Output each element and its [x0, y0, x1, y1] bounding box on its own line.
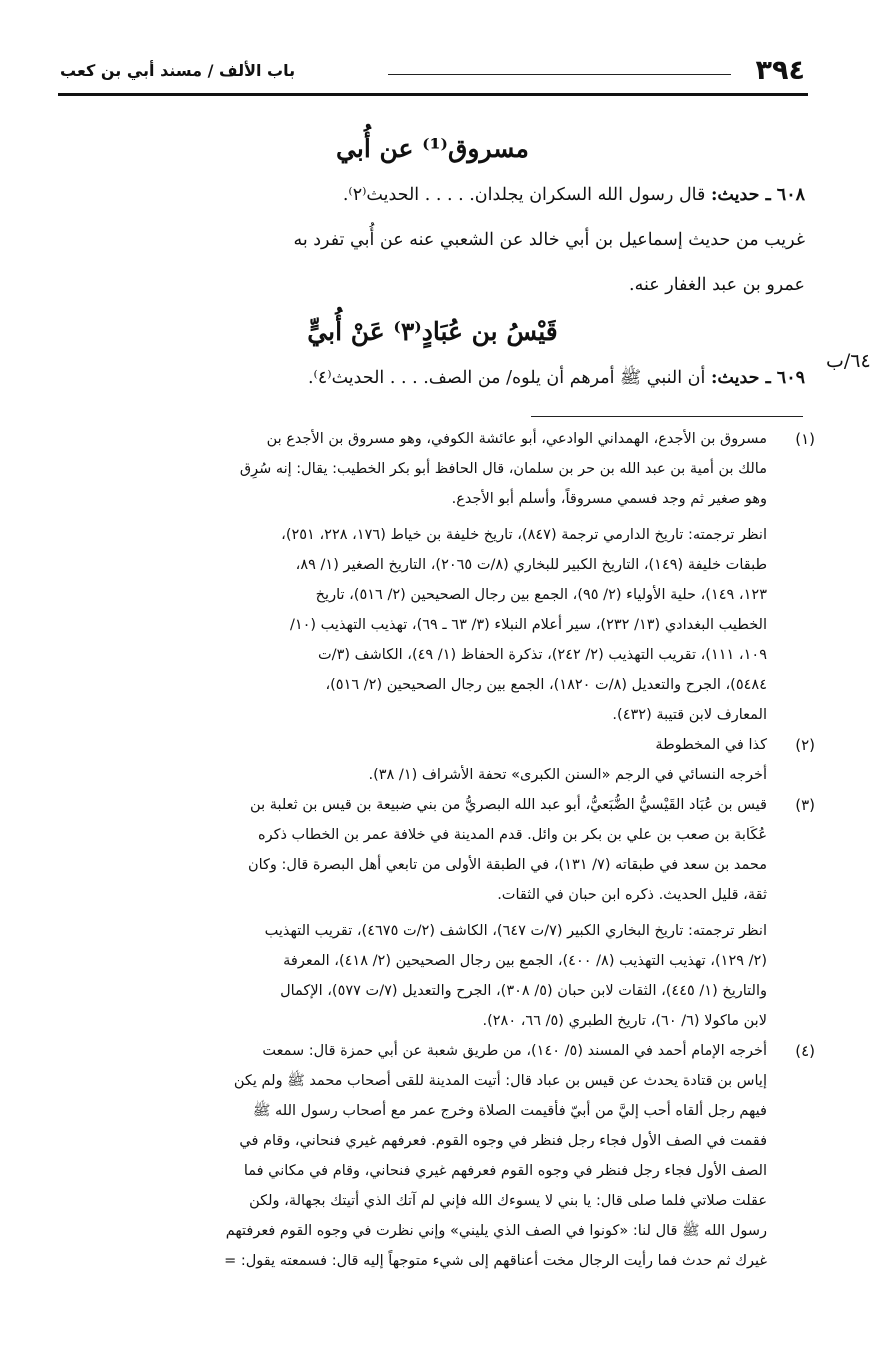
comment-line-1: غريب من حديث إسماعيل بن أبي خالد عن الشعبي عنه عن أُبي تفرد به: [293, 230, 805, 250]
footnote-line: ٥٤٨٤)، الجرح والتعديل (٨/ت ١٨٢٠)، الجمع بين رجال الصحيحين (٢/ ٥١٦)،: [325, 677, 767, 693]
footnote-line: إياس بن قتادة يحدث عن قيس بن عباد قال: أتيت المدينة للقى أصحاب محمد ﷺ ولم يكن: [233, 1073, 767, 1089]
hadith-608-number: ٦٠٨ ـ حديث:: [710, 185, 805, 205]
footnote-number: (٤): [795, 1042, 815, 1060]
footnote-number: (٢): [795, 736, 815, 754]
footnote-line: (٢/ ١٢٩)، تهذيب التهذيب (٨/ ٤٠٠)، الجمع بين رجال الصحيحين (٢/ ٤١٨)، المعرفة: [283, 953, 767, 969]
footnote-line: أخرجه النسائي في الرجم «السنن الكبرى» تحفة الأشراف (١/ ٣٨).: [368, 767, 767, 783]
footnote-line: ١٠٩، ١١١)، تقريب التهذيب (٢/ ٢٤٢)، تذكرة الحفاظ (١/ ٤٩)، الكاشف (٣/ت: [318, 647, 767, 663]
footnote-line: طبقات خليفة (١٤٩)، التاريخ الكبير للبخاري (٨/ت ٢٠٦٥)، التاريخ الصغير (١/ ٨٩،: [295, 557, 767, 573]
footnote-line: وهو صغير ثم وجد فسمي مسروقاً، وأسلم أبو الأجدع.: [451, 491, 767, 507]
footnote-line: الصف الأول فجاء رجل فنظر في وجوه القوم فعرفهم غيري فنحاني، وقام في مكاني فما: [243, 1163, 767, 1179]
hadith-609-text: أن النبي ﷺ أمرهم أن يلوه/ من الصف. . . . الحديث⁽٤⁾.: [307, 368, 706, 388]
footnote-line: محمد بن سعد في طبقاته (٧/ ١٣١)، في الطبقة الأولى من تابعي أهل البصرة قال: وكان: [247, 857, 767, 873]
footnote-line: غيرك ثم حدث فما رأيت الرجال مخت أعناقهم إلى شيء متوجهاً إليه قال: فسمعته يقول: =: [224, 1253, 767, 1269]
comment-line-2: عمرو بن عبد الغفار عنه.: [629, 275, 805, 295]
manuscript-folio-note: ٦٤/ب: [826, 350, 871, 372]
hadith-609-number: ٦٠٩ ـ حديث:: [710, 368, 805, 388]
footnote-line: ثقة، قليل الحديث. ذكره ابن حبان في الثقات.: [497, 887, 767, 903]
footnote-line: ١٢٣، ١٤٩)، حلية الأولياء (٢/ ٩٥)، الجمع بين رجال الصحيحين (٢/ ٥١٦)، تاريخ: [315, 587, 767, 603]
footnote-line: لابن ماكولا (٦/ ٦٠)، تاريخ الطبري (٥/ ٦٦، ٢٨٠).: [482, 1013, 767, 1029]
footnote-line: أخرجه الإمام أحمد في المسند (٥/ ١٤٠)، من طريق شعبة عن أبي حمزة قال: سمعت: [262, 1043, 767, 1059]
running-title: باب الألف / مسند أبي بن كعب: [60, 61, 296, 80]
footnote: [60, 424, 815, 730]
footnote-line: المعارف لابن قتيبة (٤٣٢).: [612, 707, 767, 723]
footnote-line: فقمت في الصف الأول فجاء رجل فنظر في وجوه القوم. فعرفهم غيري فنحاني، وقام في: [239, 1133, 767, 1149]
footnote-rule: [531, 416, 803, 417]
hadith-608-text: قال رسول الله السكران يجلدان. . . . . الحديث⁽٢⁾.: [342, 185, 706, 205]
page-number: ٣٩٤: [755, 55, 805, 86]
footnote-line: مسروق بن الأجدع، الهمداني الوادعي، أبو عائشة الكوفي، وهو مسروق بن الأجدع بن: [266, 431, 767, 447]
footnote-number: (٣): [795, 796, 815, 814]
footnote: [60, 790, 815, 1036]
footnote-number: (١): [795, 430, 815, 448]
page-header: [60, 52, 805, 90]
footnote: [60, 730, 815, 790]
hadith-608: [60, 173, 805, 218]
footnote-line: عُكَابة بن صعب بن علي بن بكر بن وائل. قدم المدينة في خلافة عمر بن الخطاب ذكره: [257, 827, 767, 843]
header-rule: [58, 93, 808, 96]
footnote-line: رسول الله ﷺ قال لنا: «كونوا في الصف الذي يليني» وإني نظرت في وجوه القوم فعرفتهم: [225, 1223, 767, 1239]
header-dash: [388, 74, 731, 75]
footnote-line: مالك بن أمية بن عبد الله بن حر بن سلمان، قال الحافظ أبو بكر الخطيب: يقال: إنه سُرِق: [239, 461, 767, 477]
footnote-line: انظر ترجمته: تاريخ الدارمي ترجمة (٨٤٧)، تاريخ خليفة بن خياط (١٧٦، ٢٢٨، ٢٥١)،: [281, 527, 767, 543]
footnote: [60, 1036, 815, 1276]
footnote-line: فيهم رجل ألقاه أحب إليَّ من أبيّ فأقيمت الصلاة وخرج عمر مع أصحاب رسول الله ﷺ: [252, 1103, 767, 1119]
footnote-line: عقلت صلاتي فلما صلى قال: يا بني لا يسوءك الله فإني لم آتك الذي أتيتك بجهالة، ولكن: [249, 1193, 767, 1209]
footnote-line: قيس بن عُبَاد القَيْسيُّ الضُّبَعيُّ، أبو عبد الله البصريُّ من بني ضبيعة بن قيس بن ثعلبة بن: [250, 797, 767, 813]
main-text: [60, 125, 805, 401]
footnote-line: والتاريخ (١/ ٤٤٥)، الثقات لابن حبان (٥/ ٣٠٨)، الجرح والتعديل (٧/ت ٥٧٧)، الإكمال: [280, 983, 767, 999]
footnotes: [60, 424, 815, 1276]
footnote-line: الخطيب البغدادي (١٣/ ٢٣٢)، سير أعلام النبلاء (٣/ ٦٣ ـ ٦٩)، تهذيب التهذيب (١٠/: [289, 617, 767, 633]
footnote-line: كذا في المخطوطة: [655, 737, 767, 753]
section-heading-qays: قَيْسُ بن عُبَادٍ⁽٣⁾ عَنْ أُبيٍّ: [307, 317, 558, 346]
footnote-line: انظر ترجمته: تاريخ البخاري الكبير (٧/ت ٦٤٧)، الكاشف (٢/ت ٤٦٧٥)، تقريب التهذيب: [264, 923, 767, 939]
section-heading-masruq: مسروق⁽¹⁾ عن أُبي: [336, 134, 529, 163]
hadith-609: [60, 356, 805, 401]
